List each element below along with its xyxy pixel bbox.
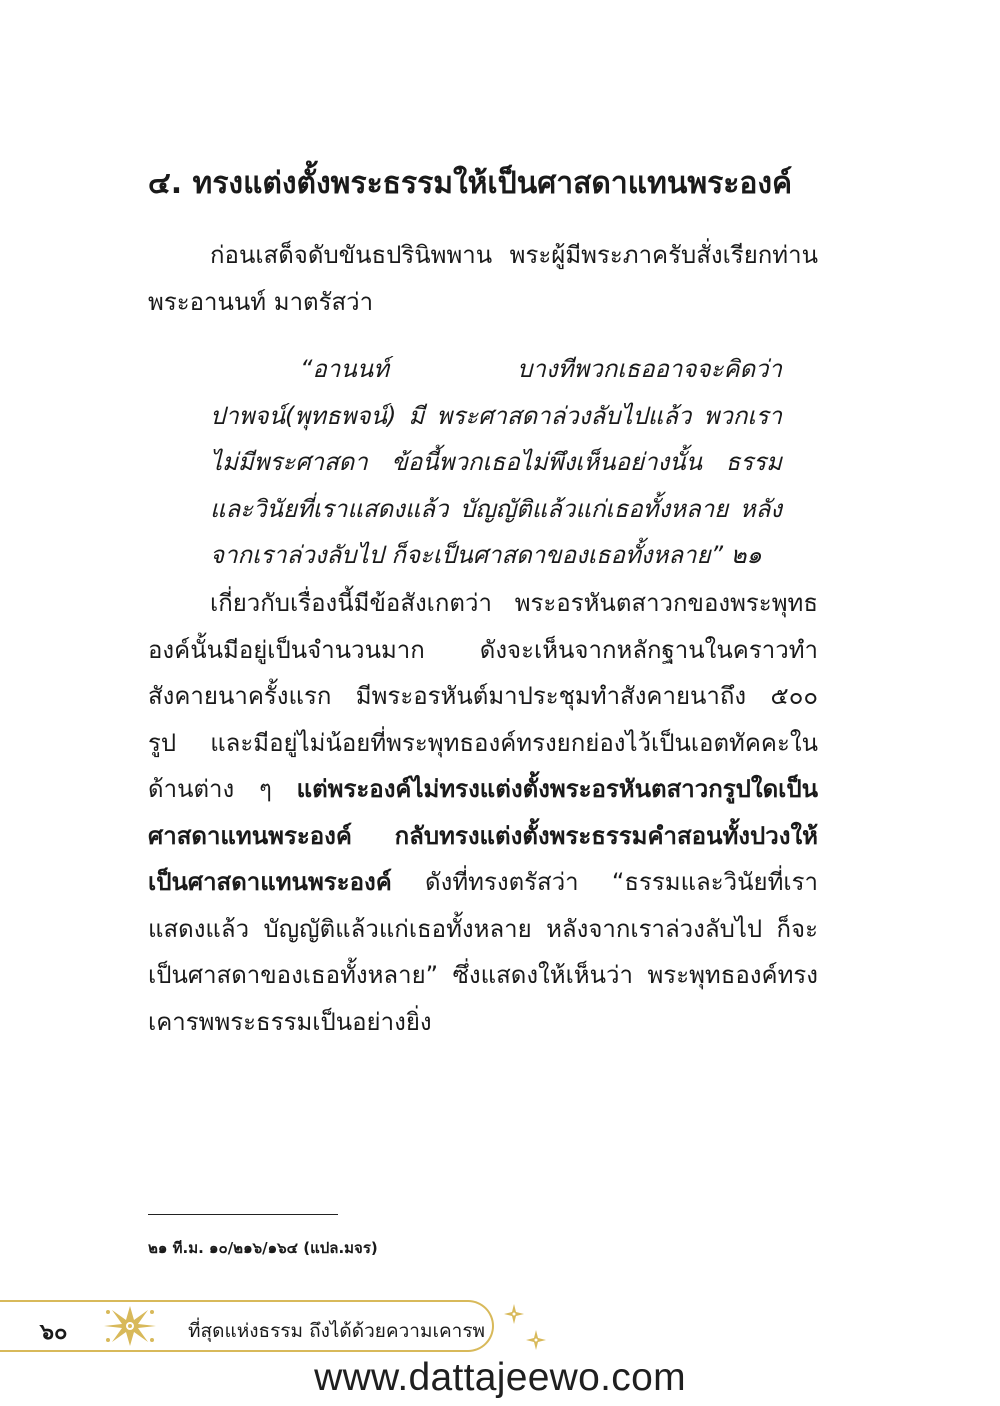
body-text-part2: ดังที่ทรงตรัสว่า “ธรรมและวินัยที่เราแสดงแล้ว บัญญัติแล้วแก่เธอทั้งหลาย หลังจากเราล่วงลับไป ก็จะเป็นศาสดาของเธอทั้งหลาย” ซึ่งแสดงให้เห็นว่า พระพุทธองค์ทรงเคารพพระธรรมเป็นอย่างยิ่ง [148,868,818,1036]
buddha-quote [210,346,782,579]
website-url: www.dattajeewo.com [314,1356,686,1399]
golden-sparkle-ornament-icon [500,1300,550,1356]
intro-paragraph: ก่อนเสด็จดับขันธปรินิพพาน พระผู้มีพระภาครับสั่งเรียกท่านพระอานนท์ มาตรัสว่า [148,241,818,316]
quote-text: “อานนท์ บางทีพวกเธออาจจะคิดว่า ปาพจน์(พุทธพจน์) มี พระศาสดาล่วงลับไปแล้ว พวกเราไม่มีพระศาสดา ข้อนี้พวกเธอไม่พึงเห็นอย่างนั้น ธรรมและวินัยที่เราแสดงแล้ว บัญญัติแล้วแก่เธอทั้งหลาย หลังจากเราล่วงลับไป ก็จะเป็นศาสดาของเธอทั้งหลาย” [210,355,782,569]
running-title: ที่สุดแห่งธรรม ถึงได้ด้วยความเคารพ [188,1320,486,1342]
section-heading: ๔. ทรงแต่งตั้งพระธรรมให้เป็นศาสดาแทนพระองค์ [148,166,793,201]
body-text-part1: เกี่ยวกับเรื่องนี้มีข้อสังเกตว่า พระอรหันตสาวกของพระพุทธองค์นั้นมีอยู่เป็นจำนวนมาก ดังจะเห็นจากหลักฐานในคราวทำสังคายนาครั้งแรก มีพระอรหันต์มาประชุมทำสังคายนาถึง ๕๐๐ รูป และมีอยู่ไม่น้อยที่พระพุทธองค์ทรงยกย่องไว้เป็นเอตทัคคะในด้านต่าง ๆ [148,589,818,803]
footnote-divider [148,1214,338,1215]
footnote: ๒๑ ที.ม. ๑๐/๒๑๖/๑๖๔ (แปล.มจร) [148,1239,378,1257]
footnote-marker: ๒๑ [730,541,762,569]
body-paragraph [148,580,818,1045]
body-text-bold: แต่พระองค์ไม่ทรงแต่งตั้งพระอรหันตสาวกรูปใดเป็นศาสดาแทนพระองค์ กลับทรงแต่งตั้งพระธรรมคำสอนทั้งปวงให้เป็นศาสดาแทนพระองค์ [148,775,818,896]
golden-flower-ornament-icon [100,1302,160,1350]
page-number: ๖๐ [40,1320,68,1345]
